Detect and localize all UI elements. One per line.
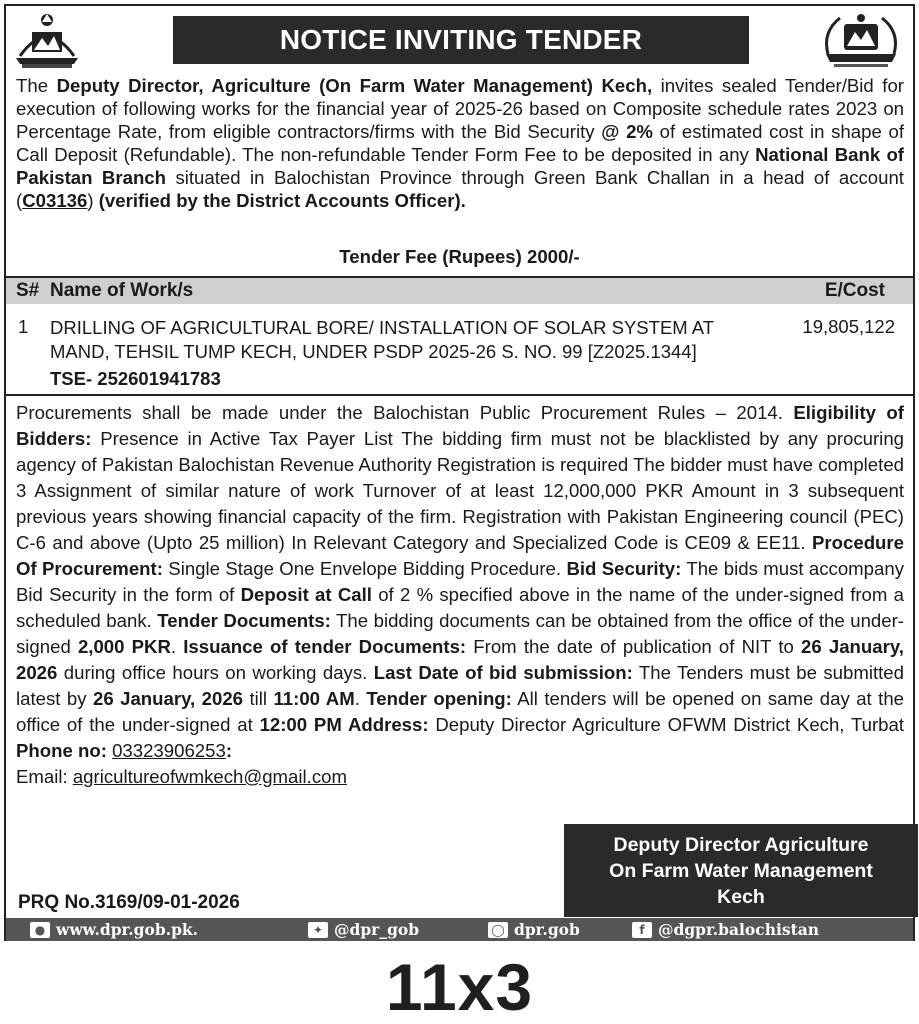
notice-frame	[4, 4, 915, 941]
prq-number: PRQ No.3169/09-01-2026	[18, 892, 240, 913]
page-title: NOTICE INVITING TENDER	[173, 16, 749, 64]
terms-text: Single Stage One Envelope Bidding Procedure.	[162, 558, 567, 579]
terms-text: of 2 % specified above in the name of the under-signed from a scheduled bank.	[16, 584, 904, 631]
document-fee: 2,000 PKR	[77, 636, 171, 657]
facebook-icon: f	[632, 922, 652, 938]
issuing-authority: Deputy Director, Agriculture (On Farm Water Management) Kech,	[56, 75, 653, 96]
row-tse-number: TSE- 252601941783	[50, 368, 221, 389]
globe-icon: ●	[30, 922, 50, 938]
row-sno: 1	[18, 316, 29, 337]
twitter-icon: ✦	[308, 922, 328, 938]
verification-note: (verified by the District Accounts Officer).	[98, 190, 466, 211]
tender-opening-heading: Tender opening:	[366, 688, 512, 709]
phone-number-link[interactable]: 03323906253	[112, 740, 226, 761]
terms-text: The Tenders must be submitted latest by	[16, 662, 904, 709]
procedure-heading: Procedure Of Procurement:	[16, 532, 904, 579]
terms-text: Procurements shall be made under the Balochistan Public Procurement Rules – 2014.	[16, 402, 794, 423]
terms-text: .	[354, 688, 367, 709]
issuance-end-date: 26 January, 2026	[16, 636, 904, 683]
signature-line: Deputy Director Agriculture	[613, 834, 869, 856]
table-header	[6, 278, 913, 304]
phone-label: Phone no:	[16, 740, 107, 761]
footer-facebook[interactable]	[632, 918, 819, 941]
terms-text: The bidding documents can be obtained from the office of the under-signed	[16, 610, 904, 657]
balochistan-emblem-icon	[12, 10, 82, 70]
bid-security-rate: @ 2%	[601, 121, 653, 142]
header	[6, 6, 913, 70]
intro-text: invites sealed Tender/Bid for execution of following works for the financial year of 2025-26 based on Composite schedule rates 2023 on Percentage Rate, from eligible contractors/firms with the Bid Security	[16, 75, 904, 142]
column-header-sno: S#	[16, 280, 40, 301]
intro-text: The	[16, 75, 57, 96]
terms-text: till	[243, 688, 274, 709]
terms-text: The bids must accompany Bid Security in the form of	[16, 558, 904, 605]
ad-size-label: 11x3	[385, 950, 534, 1024]
terms-text: :	[225, 740, 233, 761]
terms-text: during office hours on working days.	[57, 662, 374, 683]
intro-paragraph	[16, 74, 904, 212]
instagram-icon: ◯	[488, 922, 508, 938]
signature-line: On Farm Water Management	[609, 860, 873, 882]
deposit-at-call: Deposit at Call	[240, 584, 372, 605]
terms-text: Deputy Director Agriculture OFWM District Kech, Turbat	[428, 714, 904, 735]
signature-block	[564, 824, 918, 917]
bid-security-heading: Bid Security:	[566, 558, 682, 579]
terms-paragraph	[16, 400, 904, 790]
account-head: C03136	[22, 190, 88, 211]
terms-text: From the date of publication of NIT to	[466, 636, 802, 657]
email-link[interactable]: agricultureofwmkech@gmail.com	[72, 766, 347, 787]
terms-text: All tenders will be opened on same day at the office of the under-signed at	[16, 688, 905, 735]
twitter-handle[interactable]: @dpr_gob	[334, 920, 420, 939]
footer-twitter[interactable]	[308, 918, 419, 941]
row-estimated-cost: 19,805,122	[802, 316, 895, 337]
eligibility-heading: Eligibility of Bidders:	[16, 402, 904, 449]
intro-text: situated in Balochistan Province through Green Bank Challan in a head of account (	[16, 167, 904, 211]
terms-text: Presence in Active Tax Payer List The bidding firm must not be blacklisted by any procuring agency of Pakistan Balochistan Revenue Authority Registration is required The bidder must have completed 3 Assignment of similar nature of work Turnover of at least 12,000,000 PKR Amount in 3 subsequent previous years showing financial capacity of the firm. Registration with Pakistan Engineering council (PEC) C-6 and above (Upto 25 million) In Relevant Category and Specialized Code is CE09 & EE11.	[16, 428, 904, 553]
tender-fee: Tender Fee (Rupees) 2000/-	[339, 246, 580, 267]
signature-line: Kech	[717, 886, 765, 908]
intro-text: )	[87, 190, 99, 211]
intro-text: of estimated cost in shape of Call Deposit (Refundable). The non-refundable Tender Form Fee to be deposited in any	[16, 121, 904, 165]
opening-time-address-heading: 12:00 PM Address:	[259, 714, 429, 735]
submission-time: 11:00 AM	[273, 688, 355, 709]
agriculture-department-logo-icon	[818, 10, 904, 70]
footer-instagram[interactable]	[488, 918, 580, 941]
terms-text: .	[170, 636, 184, 657]
column-header-name: Name of Work/s	[50, 280, 194, 301]
tender-documents-heading: Tender Documents:	[157, 610, 331, 631]
bank-name: National Bank of Pakistan Branch	[16, 144, 904, 188]
email-label: Email:	[16, 766, 73, 787]
footer-bar	[6, 918, 913, 941]
footer-website[interactable]	[30, 918, 198, 941]
column-header-cost: E/Cost	[824, 280, 885, 301]
works-table	[6, 276, 913, 396]
row-work-name: DRILLING OF AGRICULTURAL BORE/ INSTALLATION OF SOLAR SYSTEM AT MAND, TEHSIL TUMP KECH, UNDER PSDP 2025-26 S. NO. 99 [Z2025.1344]	[50, 317, 714, 362]
submission-date: 26 January, 2026	[92, 688, 244, 709]
issuance-heading: Issuance of tender Documents:	[183, 636, 467, 657]
website-link[interactable]: www.dpr.gob.pk.	[56, 920, 199, 939]
facebook-handle[interactable]: @dgpr.balochistan	[658, 920, 820, 939]
last-date-heading: Last Date of bid submission:	[373, 662, 633, 683]
instagram-handle[interactable]: dpr.gob	[514, 920, 580, 939]
